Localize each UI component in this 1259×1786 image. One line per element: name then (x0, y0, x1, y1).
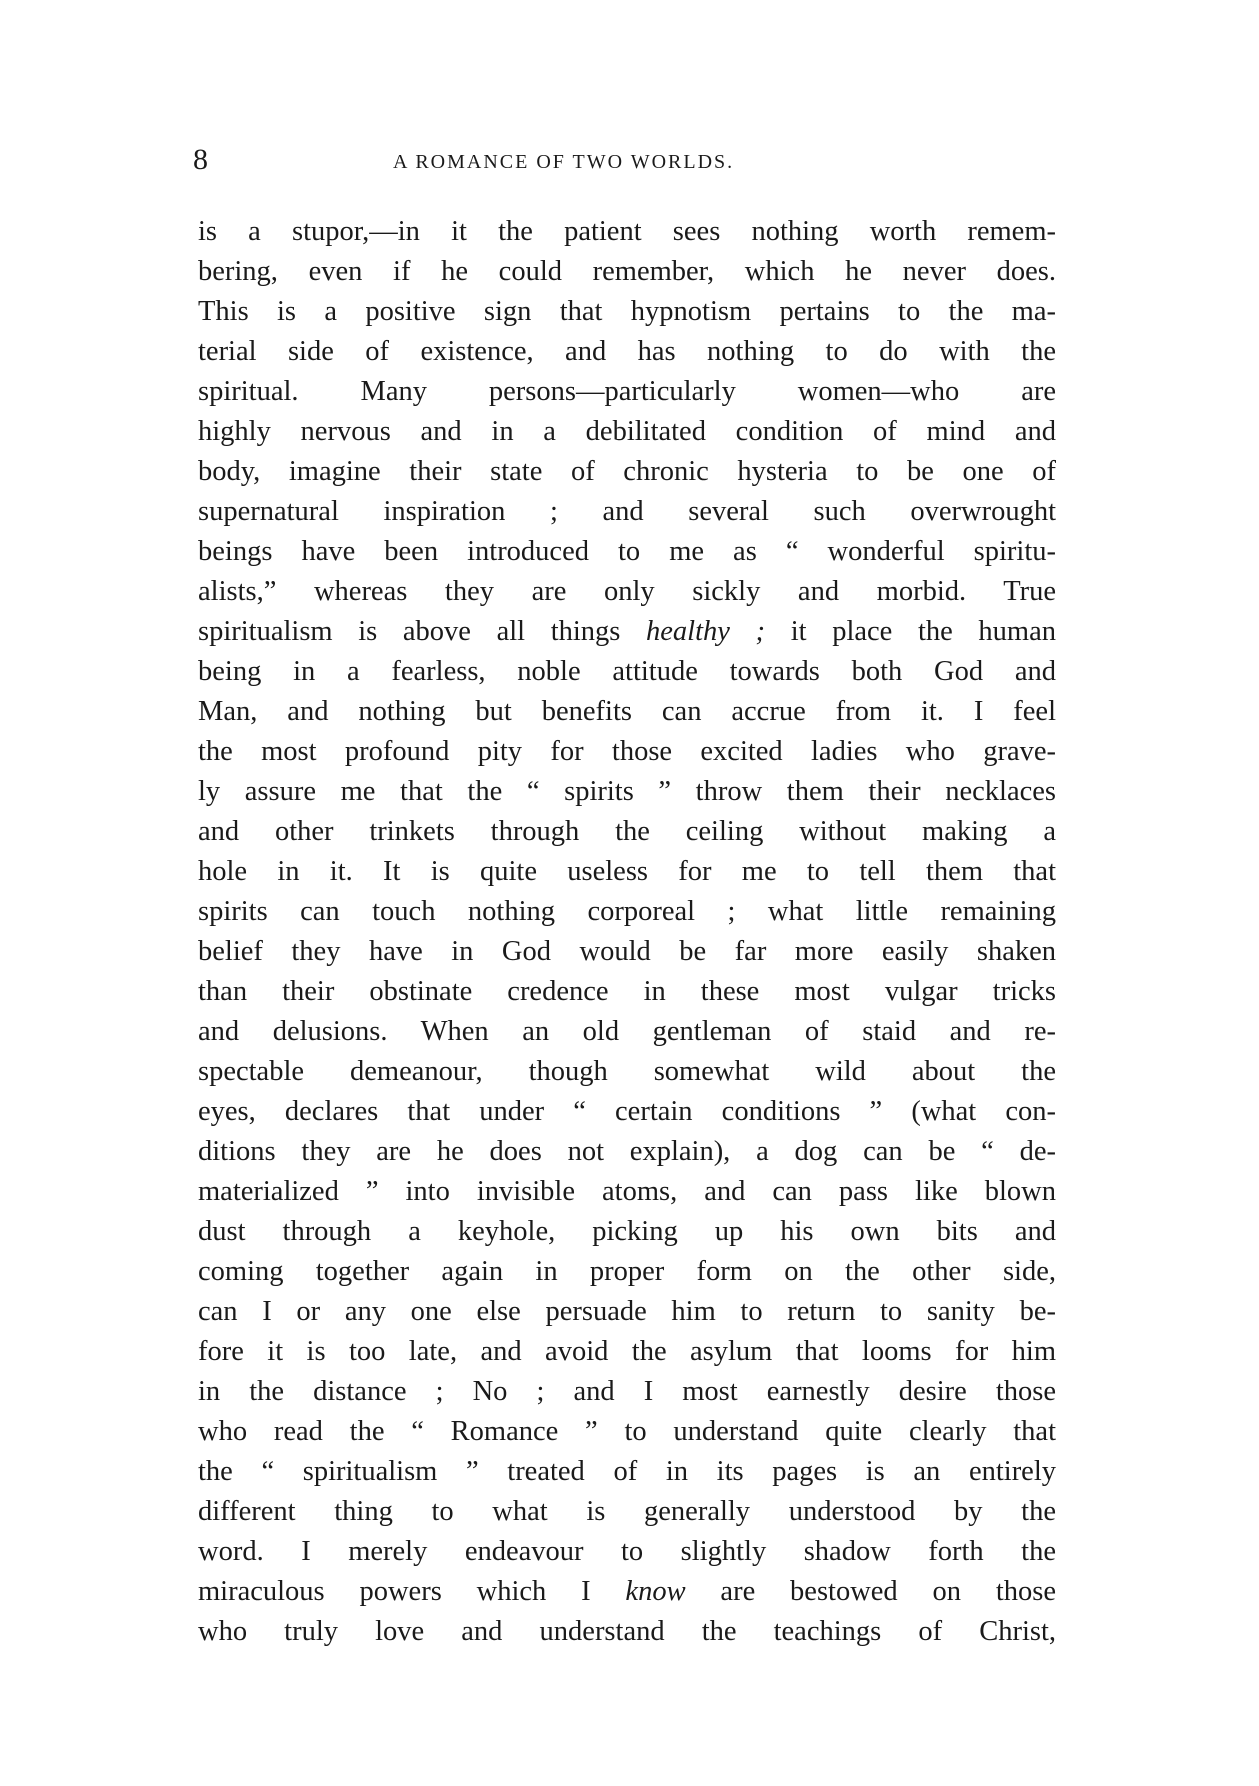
text-line: and delusions. When an old gentleman of staid and re- (198, 1016, 1056, 1047)
text-line: spiritual. Many persons—particularly women—who are (198, 376, 1056, 407)
text-line: dust through a keyhole, picking up his own bits and (198, 1216, 1056, 1247)
text-line: in the distance ; No ; and I most earnestly desire those (198, 1376, 1056, 1407)
text-line: spirits can touch nothing corporeal ; what little remaining (198, 896, 1056, 927)
text-line: the most profound pity for those excited ladies who grave- (198, 736, 1056, 767)
text-line: hole in it. It is quite useless for me to tell them that (198, 856, 1056, 887)
text-segment: miraculous powers which I (198, 1576, 626, 1607)
text-line: word. I merely endeavour to slightly shadow forth the (198, 1536, 1056, 1567)
text-segment: are bestowed on those (685, 1576, 1057, 1607)
text-segment: spiritualism is above all things (198, 616, 647, 647)
running-title: A ROMANCE OF TWO WORLDS. (393, 151, 735, 173)
text-line (198, 1572, 1056, 1612)
text-line: beings have been introduced to me as “ wonderful spiritu- (198, 536, 1056, 567)
text-line: ly assure me that the “ spirits ” throw them their necklaces (198, 776, 1056, 807)
text-line: can I or any one else persuade him to return to sanity be- (198, 1296, 1056, 1327)
page-number: 8 (193, 143, 208, 176)
text-line: is a stupor,—in it the patient sees nothing worth remem- (198, 216, 1056, 247)
text-line: being in a fearless, noble attitude towards both God and (198, 656, 1056, 687)
text-line (198, 612, 1056, 652)
text-line: spectable demeanour, though somewhat wild about the (198, 1056, 1056, 1087)
body-text (198, 212, 1056, 1652)
text-line: than their obstinate credence in these most vulgar tricks (198, 976, 1056, 1007)
text-line: coming together again in proper form on the other side, (198, 1256, 1056, 1287)
text-line: the “ spiritualism ” treated of in its pages is an entirely (198, 1456, 1056, 1487)
text-line: highly nervous and in a debilitated condition of mind and (198, 416, 1056, 447)
text-line: body, imagine their state of chronic hysteria to be one of (198, 456, 1056, 487)
text-line: This is a positive sign that hypnotism pertains to the ma- (198, 296, 1056, 327)
italic-word: know (625, 1576, 686, 1607)
text-line: eyes, declares that under “ certain conditions ” (what con- (198, 1096, 1056, 1127)
text-line: ditions they are he does not explain), a dog can be “ de- (198, 1136, 1056, 1167)
text-line: supernatural inspiration ; and several such overwrought (198, 496, 1056, 527)
text-segment: it place the human (765, 616, 1056, 647)
text-line: bering, even if he could remember, which he never does. (198, 256, 1056, 287)
text-line: and other trinkets through the ceiling without making a (198, 816, 1056, 847)
text-line: who truly love and understand the teachings of Christ, (198, 1616, 1056, 1647)
text-line: who read the “ Romance ” to understand quite clearly that (198, 1416, 1056, 1447)
italic-word: healthy ; (646, 616, 766, 647)
text-line: terial side of existence, and has nothing to do with the (198, 336, 1056, 367)
text-line: alists,” whereas they are only sickly and morbid. True (198, 576, 1056, 607)
text-line: fore it is too late, and avoid the asylum that looms for him (198, 1336, 1056, 1367)
running-head (193, 140, 1053, 180)
text-line: materialized ” into invisible atoms, and can pass like blown (198, 1176, 1056, 1207)
text-line: different thing to what is generally understood by the (198, 1496, 1056, 1527)
text-line: Man, and nothing but benefits can accrue from it. I feel (198, 696, 1056, 727)
text-line: belief they have in God would be far more easily shaken (198, 936, 1056, 967)
